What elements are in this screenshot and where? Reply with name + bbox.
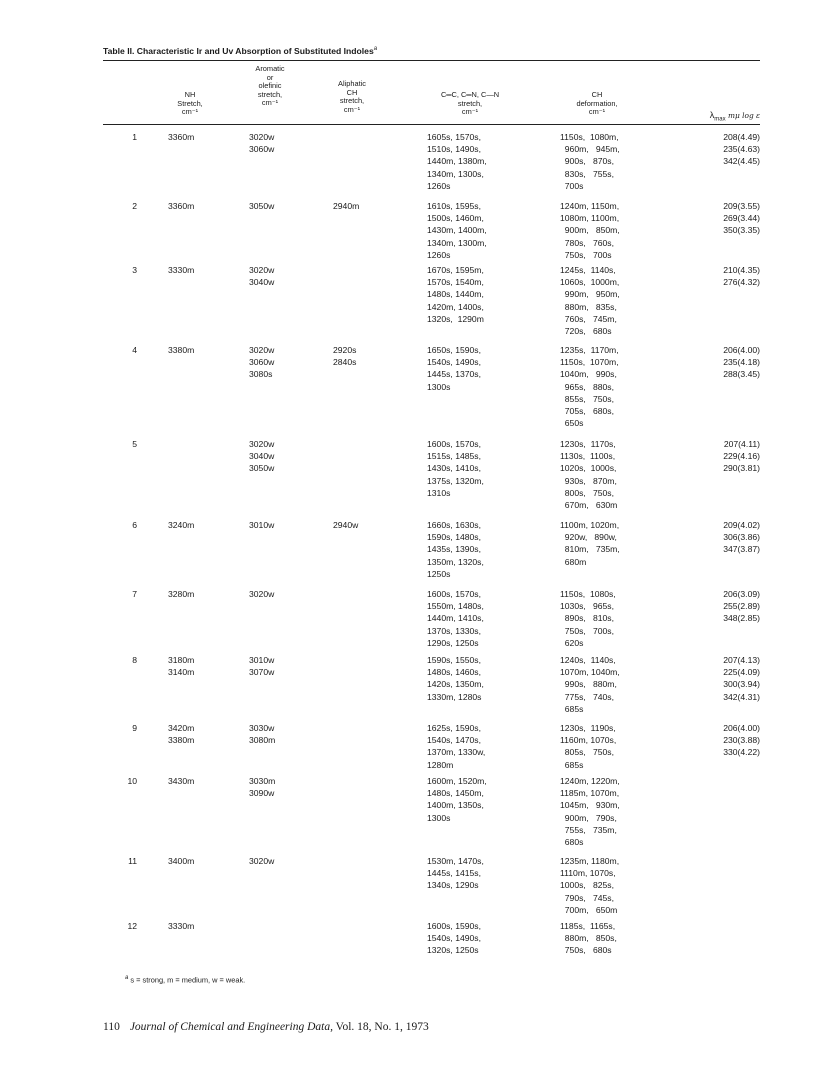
header-cc-stretch bbox=[441, 91, 499, 117]
cell-line: 235(4.18) bbox=[723, 357, 760, 368]
cell-line: 1070m, 1040m, bbox=[560, 667, 620, 678]
cell-line: 2920s bbox=[333, 345, 357, 355]
aromatic-stretch-cell bbox=[249, 519, 274, 531]
cell-line: 1280m bbox=[427, 759, 454, 770]
cell-line: 306(3.86) bbox=[723, 532, 760, 543]
cell-line: 276(4.32) bbox=[723, 277, 760, 288]
header-line: cm⁻¹ bbox=[261, 98, 279, 108]
aliphatic-stretch-cell bbox=[333, 344, 356, 368]
cell-line: 3060w bbox=[249, 144, 275, 155]
cell-line: 1030s, 965s, bbox=[560, 601, 614, 612]
cc-stretch-cell bbox=[427, 344, 481, 393]
cell-line: 3180m bbox=[168, 655, 195, 665]
cell-line: 790s, 745s, bbox=[560, 892, 614, 903]
cell-line: 3020w bbox=[249, 856, 275, 866]
cell-line: 1080m, 1100m, bbox=[560, 213, 620, 224]
row-number: 4 bbox=[132, 345, 137, 355]
ch-deformation-cell bbox=[560, 775, 620, 848]
cell-line: 1590s, 1550s, bbox=[427, 655, 481, 665]
cc-stretch-cell bbox=[427, 131, 487, 192]
cell-line: 1240s, 1140s, bbox=[560, 655, 616, 665]
cell-line: 1375s, 1320m, bbox=[427, 475, 484, 486]
header-nh-stretch bbox=[177, 91, 202, 117]
nh-stretch-cell bbox=[168, 200, 194, 212]
cell-line: 1400m, 1350s, bbox=[427, 800, 484, 811]
header-line: olefinic bbox=[258, 81, 282, 91]
nh-stretch-cell bbox=[168, 920, 194, 932]
header-line: NH bbox=[184, 90, 196, 99]
cell-line: 1610s, 1595s, bbox=[427, 201, 481, 211]
cell-line: 1235m, 1180m, bbox=[560, 856, 620, 866]
cell-line: 3020w bbox=[249, 589, 275, 599]
cc-stretch-cell bbox=[427, 722, 485, 771]
cc-stretch-cell bbox=[427, 588, 484, 649]
cell-line: 3140m bbox=[168, 667, 195, 678]
cell-line: 347(3.87) bbox=[723, 544, 760, 555]
cell-line: 3010w bbox=[249, 655, 275, 665]
header-line: Aliphatic bbox=[338, 79, 366, 88]
nh-stretch-cell bbox=[168, 588, 194, 600]
aromatic-stretch-cell bbox=[249, 588, 274, 600]
cell-line: 3070w bbox=[249, 667, 275, 678]
cell-line: 965s, 880s, bbox=[560, 381, 614, 392]
cell-line: 1530m, 1470s, bbox=[427, 856, 484, 866]
aromatic-stretch-cell bbox=[249, 264, 274, 288]
cc-stretch-cell bbox=[427, 654, 484, 703]
cell-line: 750s, 700s bbox=[560, 249, 612, 260]
cc-stretch-cell bbox=[427, 264, 484, 325]
cell-line: 780s, 760s, bbox=[560, 237, 614, 248]
header-line: cm⁻¹ bbox=[461, 107, 479, 117]
cell-line: 1650s, 1590s, bbox=[427, 345, 481, 355]
cell-line: 225(4.09) bbox=[723, 667, 760, 678]
cell-line: 750s, 680s bbox=[560, 945, 612, 956]
cell-line: 255(2.89) bbox=[723, 601, 760, 612]
nh-stretch-cell bbox=[168, 654, 194, 678]
cell-line: 880m, 835s, bbox=[560, 301, 617, 312]
cell-line: 290(3.81) bbox=[723, 463, 760, 474]
cell-line: 1340m, 1300s, bbox=[427, 168, 484, 179]
lambda-max-cell bbox=[723, 654, 760, 703]
cell-line: 288(3.45) bbox=[723, 369, 760, 380]
cell-line: 1150s, 1070m, bbox=[560, 357, 619, 368]
nh-stretch-cell bbox=[168, 344, 194, 356]
cell-line: 3060w bbox=[249, 357, 275, 368]
cell-line: 1600s, 1570s, bbox=[427, 589, 481, 599]
cell-line: 930s, 870m, bbox=[560, 475, 617, 486]
cell-line: 2840s bbox=[333, 357, 357, 368]
ch-deformation-cell bbox=[560, 131, 620, 192]
cell-line: 342(4.31) bbox=[723, 691, 760, 702]
cell-line: 1060s, 1000m, bbox=[560, 277, 620, 288]
cell-line: 1480s, 1440m, bbox=[427, 289, 484, 300]
cell-line: 1435s, 1390s, bbox=[427, 544, 481, 555]
lambda-max-cell bbox=[723, 588, 760, 625]
cell-line: 3020w bbox=[249, 265, 275, 275]
cell-line: 755s, 735m, bbox=[560, 824, 617, 835]
cell-line: 1320s, 1250s bbox=[427, 945, 479, 956]
cell-line: 3080s bbox=[249, 369, 273, 380]
cell-line: 1605s, 1570s, bbox=[427, 132, 481, 142]
cell-line: 670m, 630m bbox=[560, 500, 618, 511]
cell-line: 1440m, 1410s, bbox=[427, 613, 484, 624]
lambda-max-cell bbox=[723, 519, 760, 556]
cell-line: 3020w bbox=[249, 345, 275, 355]
lambda-max-cell bbox=[723, 344, 760, 381]
cell-line: 342(4.45) bbox=[723, 156, 760, 167]
cell-line: 720s, 680s bbox=[560, 326, 612, 337]
ch-deformation-cell bbox=[560, 519, 620, 568]
cell-line: 1150s, 1080s, bbox=[560, 589, 616, 599]
header-line: deformation, bbox=[576, 98, 618, 108]
cell-line: 1020s, 1000s, bbox=[560, 463, 617, 474]
lambda-max-cell bbox=[723, 200, 760, 237]
cell-line: 1160m, 1070s, bbox=[560, 735, 617, 746]
cell-line: 960m, 945m, bbox=[560, 144, 620, 155]
header-rule bbox=[103, 124, 760, 125]
cell-line: 685s bbox=[560, 703, 584, 714]
nh-stretch-cell bbox=[168, 131, 194, 143]
cell-line: 3030m bbox=[249, 776, 276, 786]
cell-line: 855s, 750s, bbox=[560, 393, 614, 404]
cell-line: 3050w bbox=[249, 201, 275, 211]
cell-line: 1445s, 1415s, bbox=[427, 868, 481, 879]
row-number: 11 bbox=[128, 856, 137, 866]
aromatic-stretch-cell bbox=[249, 200, 274, 212]
cell-line: 235(4.63) bbox=[723, 144, 760, 155]
cell-line: 1660s, 1630s, bbox=[427, 520, 481, 530]
cell-line: 1240m, 1150m, bbox=[560, 201, 620, 211]
cell-line: 229(4.16) bbox=[723, 451, 760, 462]
journal-name: Journal of Chemical and Engineering Data, bbox=[129, 1021, 333, 1033]
lambda-max-cell bbox=[723, 438, 760, 475]
cell-line: 1340m, 1300m, bbox=[427, 237, 487, 248]
cell-line: 1540s, 1490s, bbox=[427, 933, 481, 944]
cell-line: 1540s, 1490s, bbox=[427, 357, 481, 368]
cell-line: 1230s, 1190s, bbox=[560, 723, 616, 733]
cell-line: 3330m bbox=[168, 921, 195, 931]
cell-line: 705s, 680s, bbox=[560, 406, 614, 417]
cell-line: 1515s, 1485s, bbox=[427, 451, 481, 462]
cell-line: 990s, 880m, bbox=[560, 679, 617, 690]
cell-line: 1260s bbox=[427, 249, 451, 260]
cell-line: 1430s, 1410s, bbox=[427, 463, 481, 474]
cc-stretch-cell bbox=[427, 775, 487, 824]
header-line: cm⁻¹ bbox=[181, 107, 199, 117]
cell-line: 206(4.00) bbox=[723, 345, 760, 355]
cell-line: 230(3.88) bbox=[723, 735, 760, 746]
cell-line: 1625s, 1590s, bbox=[427, 723, 481, 733]
nh-stretch-cell bbox=[168, 519, 194, 531]
nh-stretch-cell bbox=[168, 775, 194, 787]
ch-deformation-cell bbox=[560, 855, 619, 916]
cc-stretch-cell bbox=[427, 200, 487, 261]
nh-stretch-cell bbox=[168, 722, 194, 746]
cell-line: 1300s bbox=[427, 381, 451, 392]
journal-footer bbox=[103, 1021, 429, 1033]
cell-line: 900m, 790s, bbox=[560, 812, 617, 823]
row-number: 1 bbox=[132, 132, 137, 142]
cell-line: 775s, 740s, bbox=[560, 691, 614, 702]
cell-line: 1235s, 1170m, bbox=[560, 345, 619, 355]
cell-line: 920w, 890w, bbox=[560, 532, 617, 543]
cell-line: 1480s, 1460s, bbox=[427, 667, 481, 678]
cell-line: 1320s, 1290m bbox=[427, 313, 484, 324]
header-line: CH bbox=[591, 90, 603, 99]
header-line: stretch, bbox=[257, 89, 283, 99]
header-line: CH bbox=[346, 87, 358, 97]
row-number: 12 bbox=[127, 921, 137, 931]
cell-line: 900s, 870s, bbox=[560, 156, 614, 167]
cell-line: 208(4.49) bbox=[723, 132, 760, 142]
row-number: 10 bbox=[127, 776, 137, 786]
cell-line: 1260s bbox=[427, 180, 451, 191]
cell-line: 685s bbox=[560, 759, 584, 770]
cc-stretch-cell bbox=[427, 438, 484, 499]
cell-line: 810m, 735m, bbox=[560, 544, 620, 555]
cell-line: 760s, 745m, bbox=[560, 313, 617, 324]
cell-line: 1420m, 1400s, bbox=[427, 301, 484, 312]
aliphatic-stretch-cell bbox=[333, 200, 359, 212]
cell-line: 830s, 755s, bbox=[560, 168, 614, 179]
cell-line: 3280m bbox=[168, 589, 195, 599]
cell-line: 206(3.09) bbox=[723, 589, 760, 599]
ch-deformation-cell bbox=[560, 654, 620, 715]
cell-line: 1600s, 1590s, bbox=[427, 921, 481, 931]
cell-line: 1240m, 1220m, bbox=[560, 776, 620, 786]
cell-line: 900m, 850m, bbox=[560, 225, 620, 236]
cell-line: 620s bbox=[560, 637, 584, 648]
ch-deformation-cell bbox=[560, 920, 617, 957]
cell-line: 1130s, 1100s, bbox=[560, 451, 616, 462]
cell-line: 1290s, 1250s bbox=[427, 637, 479, 648]
cell-line: 1510s, 1490s, bbox=[427, 144, 481, 155]
cell-line: 269(3.44) bbox=[723, 213, 760, 224]
ch-deformation-cell bbox=[560, 200, 620, 261]
header-line: cm⁻¹ bbox=[588, 107, 606, 117]
cell-line: 1445s, 1370s, bbox=[427, 369, 481, 380]
ch-deformation-cell bbox=[560, 344, 619, 429]
cell-line: 348(2.85) bbox=[723, 613, 760, 624]
cell-line: 700m, 650m bbox=[560, 904, 618, 915]
header-line: Aromatic bbox=[255, 64, 285, 73]
cell-line: 680s bbox=[560, 837, 584, 848]
cc-stretch-cell bbox=[427, 920, 481, 957]
lambda-max-cell bbox=[723, 131, 760, 168]
cc-stretch-cell bbox=[427, 855, 484, 892]
cell-line: 3090w bbox=[249, 788, 275, 799]
cell-line: 209(4.02) bbox=[723, 520, 760, 530]
cell-line: 1340s, 1290s bbox=[427, 880, 479, 891]
top-rule bbox=[103, 60, 760, 61]
cell-line: 3080m bbox=[249, 735, 276, 746]
cell-line: 1540s, 1470s, bbox=[427, 735, 481, 746]
cell-line: 3430m bbox=[168, 776, 195, 786]
cell-line: 300(3.94) bbox=[723, 679, 760, 690]
header-line: C═C, C═N, C—N bbox=[440, 90, 500, 99]
cell-line: 3360m bbox=[168, 201, 195, 211]
title-footnote-mark: a bbox=[373, 46, 378, 53]
journal-volume: Vol. 18, No. 1, 1973 bbox=[332, 1021, 429, 1033]
cell-line: 750s, 700s, bbox=[560, 625, 614, 636]
cell-line: 3020w bbox=[249, 132, 275, 142]
cell-line: 3380m bbox=[168, 345, 195, 355]
ch-deformation-cell bbox=[560, 722, 616, 771]
ch-deformation-cell bbox=[560, 438, 617, 511]
cell-line: 1110m, 1070s, bbox=[560, 868, 616, 879]
cell-line: 1185s, 1165s, bbox=[560, 921, 616, 931]
table-footnote: $^a$ s = strong, m = medium, w = weak. bbox=[125, 975, 246, 985]
header-lambda-max: $\lambda_{max}$ mμ log ε bbox=[709, 110, 760, 123]
cell-line: 3010w bbox=[249, 520, 275, 530]
cell-line: 1040m, 990s, bbox=[560, 369, 617, 380]
row-number: 2 bbox=[132, 201, 137, 211]
cell-line: 890s, 810s, bbox=[560, 613, 614, 624]
cell-line: 1370s, 1330s, bbox=[427, 625, 481, 636]
cell-line: 1150s, 1080m, bbox=[560, 132, 619, 142]
cell-line: 3020w bbox=[249, 439, 275, 449]
lambda-max-cell bbox=[723, 264, 760, 288]
cell-line: 3030w bbox=[249, 723, 275, 733]
cell-line: 1045m, 930m, bbox=[560, 800, 620, 811]
ch-deformation-cell bbox=[560, 588, 616, 649]
cell-line: 650s bbox=[560, 418, 584, 429]
cell-line: 1250s bbox=[427, 568, 451, 579]
cc-stretch-cell bbox=[427, 519, 484, 580]
aromatic-stretch-cell bbox=[249, 722, 275, 746]
cell-line: 1600s, 1570s, bbox=[427, 439, 481, 449]
cell-line: 1600m, 1520m, bbox=[427, 776, 487, 786]
cell-line: 1310s bbox=[427, 487, 451, 498]
cell-line: 3360m bbox=[168, 132, 195, 142]
lambda-max-cell bbox=[723, 722, 760, 759]
row-number: 8 bbox=[132, 655, 137, 665]
cell-line: 3050w bbox=[249, 463, 275, 474]
cell-line: 3040w bbox=[249, 277, 275, 288]
cell-line: 1500s, 1460m, bbox=[427, 213, 484, 224]
cell-line: 805s, 750s, bbox=[560, 747, 614, 758]
header-aliphatic-stretch bbox=[338, 80, 366, 114]
header-aromatic-stretch bbox=[255, 65, 284, 108]
row-number: 9 bbox=[132, 723, 137, 733]
aromatic-stretch-cell bbox=[249, 775, 275, 799]
cell-line: 1550m, 1480s, bbox=[427, 601, 484, 612]
cell-line: 1100m, 1020m, bbox=[560, 520, 620, 530]
cell-line: 210(4.35) bbox=[723, 265, 760, 275]
cell-line: 1245s, 1140s, bbox=[560, 265, 616, 275]
page-number: 110 bbox=[103, 1021, 120, 1033]
cell-line: 1440m, 1380m, bbox=[427, 156, 487, 167]
ch-deformation-cell bbox=[560, 264, 620, 337]
header-line: cm⁻¹ bbox=[343, 104, 361, 114]
cell-line: 3330m bbox=[168, 265, 195, 275]
cell-line: 1570s, 1540m, bbox=[427, 277, 484, 288]
header-line: or bbox=[266, 72, 274, 82]
cell-line: 1185m, 1070m, bbox=[560, 788, 620, 799]
cell-line: 3240m bbox=[168, 520, 195, 530]
nh-stretch-cell bbox=[168, 264, 194, 276]
row-number: 3 bbox=[132, 265, 137, 275]
cell-line: 1590s, 1480s, bbox=[427, 532, 481, 543]
cell-line: 680m bbox=[560, 556, 587, 567]
cell-line: 1350m, 1320s, bbox=[427, 556, 484, 567]
cell-line: 1670s, 1595m, bbox=[427, 265, 484, 275]
cell-line: 350(3.35) bbox=[723, 225, 760, 236]
cell-line: 3420m bbox=[168, 723, 195, 733]
cell-line: 990m, 950m, bbox=[560, 289, 620, 300]
cell-line: 3400m bbox=[168, 856, 195, 866]
cell-line: 1300s bbox=[427, 812, 451, 823]
cell-line: 2940m bbox=[333, 201, 360, 211]
cell-line: 1430m, 1400m, bbox=[427, 225, 487, 236]
aromatic-stretch-cell bbox=[249, 855, 274, 867]
cell-line: 1370m, 1330w, bbox=[427, 747, 486, 758]
header-ch-deformation bbox=[576, 91, 617, 117]
cell-line: 3040w bbox=[249, 451, 275, 462]
cell-line: 1480s, 1450m, bbox=[427, 788, 484, 799]
cell-line: 330(4.22) bbox=[723, 747, 760, 758]
row-number: 6 bbox=[132, 520, 137, 530]
cell-line: 207(4.11) bbox=[723, 439, 760, 449]
cell-line: 800s, 750s, bbox=[560, 487, 614, 498]
cell-line: 1330m, 1280s bbox=[427, 691, 482, 702]
aromatic-stretch-cell bbox=[249, 131, 274, 155]
nh-stretch-cell bbox=[168, 855, 194, 867]
row-number: 5 bbox=[132, 439, 137, 449]
cell-line: 700s bbox=[560, 180, 584, 191]
table-title: Table II. Characteristic Ir and Uv Absorption of Substituted Indoles$^a$ bbox=[103, 46, 378, 56]
header-line: Stretch, bbox=[177, 98, 203, 108]
cell-line: 206(4.00) bbox=[723, 723, 760, 733]
cell-line: 2940w bbox=[333, 520, 359, 530]
cell-line: 1230s, 1170s, bbox=[560, 439, 616, 449]
aliphatic-stretch-cell bbox=[333, 519, 358, 531]
cell-line: 1000s, 825s, bbox=[560, 880, 614, 891]
header-line: stretch, bbox=[339, 96, 365, 106]
cell-line: 209(3.55) bbox=[723, 201, 760, 211]
aromatic-stretch-cell bbox=[249, 438, 274, 475]
aromatic-stretch-cell bbox=[249, 654, 274, 678]
row-number: 7 bbox=[132, 589, 137, 599]
cell-line: 3380m bbox=[168, 735, 195, 746]
cell-line: 880m, 850s, bbox=[560, 933, 617, 944]
header-line: stretch, bbox=[457, 98, 483, 108]
cell-line: 1420s, 1350m, bbox=[427, 679, 484, 690]
aromatic-stretch-cell bbox=[249, 344, 274, 381]
cell-line: 207(4.13) bbox=[723, 655, 760, 665]
